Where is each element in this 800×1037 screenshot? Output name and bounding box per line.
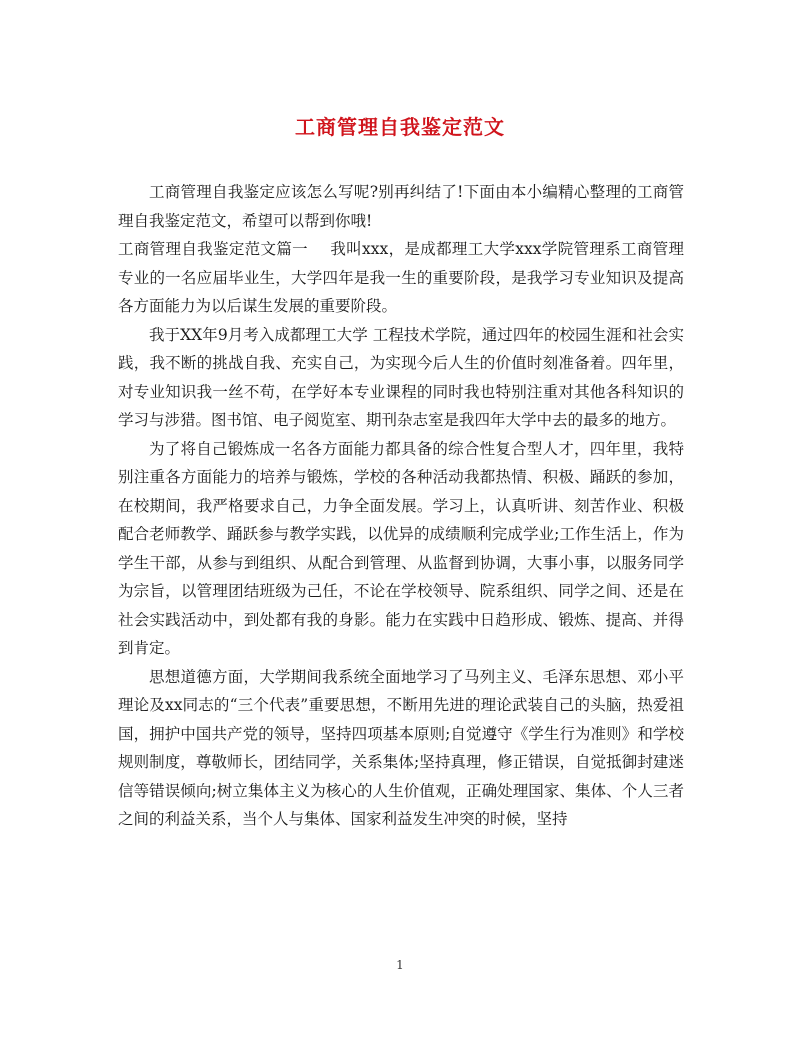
document-body <box>118 178 684 834</box>
page-number: 1 <box>396 958 404 972</box>
paragraph-1: 我于XX年9月考入成都理工大学 工程技术学院，通过四年的校园生涯和社会实践，我不断的挑战自我、充实自己，为实现今后人生的价值时刻准备着。四年里，对专业知识我一丝不苟，在学好本专业课程的同时我也特别注重对其他各科知识的学习与涉猎。图书馆、电子阅览室、期刊杂志室是我四年大学中去的最多的地方。 <box>118 325 684 429</box>
paragraph-2: 为了将自己锻炼成一名各方面能力都具备的综合性复合型人才，四年里，我特别注重各方面能力的培养与锻炼，学校的各种活动我都热情、积极、踊跃的参加，在校期间，我严格要求自己，力争全面发展。学习上，认真听讲、刻苦作业、积极配合老师教学、踊跃参与教学实践，以优异的成绩顺利完成学业;工作生活上，作为学生干部，从参与到组织、从配合到管理、从监督到协调，大事小事，以服务同学为宗旨，以管理团结班级为己任，不论在学校领导、院系组织、同学之间、还是在社会实践活动中，到处都有我的身影。能力在实践中日趋形成、锻炼、提高、并得到肯定。 <box>118 439 684 657</box>
paragraph-3: 思想道德方面，大学期间我系统全面地学习了马列主义、毛泽东思想、邓小平理论及xx同志的“三个代表”重要思想，不断用先进的理论武装自己的头脑，热爱祖国，拥护中国共产党的领导，坚持四项基本原则;自觉遵守《学生行为准则》和学校规则制度，尊敬师长，团结同学，关系集体;坚持真理，修正错误，自觉抵御封建迷信等错误倾向;树立集体主义为核心的人生价值观，正确处理国家、集体、个人三者之间的利益关系，当个人与集体、国家利益发生冲突的时候，坚持 <box>118 667 684 828</box>
section-label: 工商管理自我鉴定范文篇一 <box>118 240 309 258</box>
section-first-text: 我叫xxx，是成都理工大学xxx学院管理系工商管理专业的一名应届毕业生，大学四年是我一生的重要阶段，是我学习专业知识及提高各方面能力为以后谋生发展的重要阶段。 <box>118 240 684 315</box>
intro-paragraph: 工商管理自我鉴定应该怎么写呢?别再纠结了!下面由本小编精心整理的工商管理自我鉴定范文，希望可以帮到你哦! <box>118 183 684 230</box>
section-first-paragraph <box>118 235 684 321</box>
document-title: 工商管理自我鉴定范文 <box>295 115 505 139</box>
